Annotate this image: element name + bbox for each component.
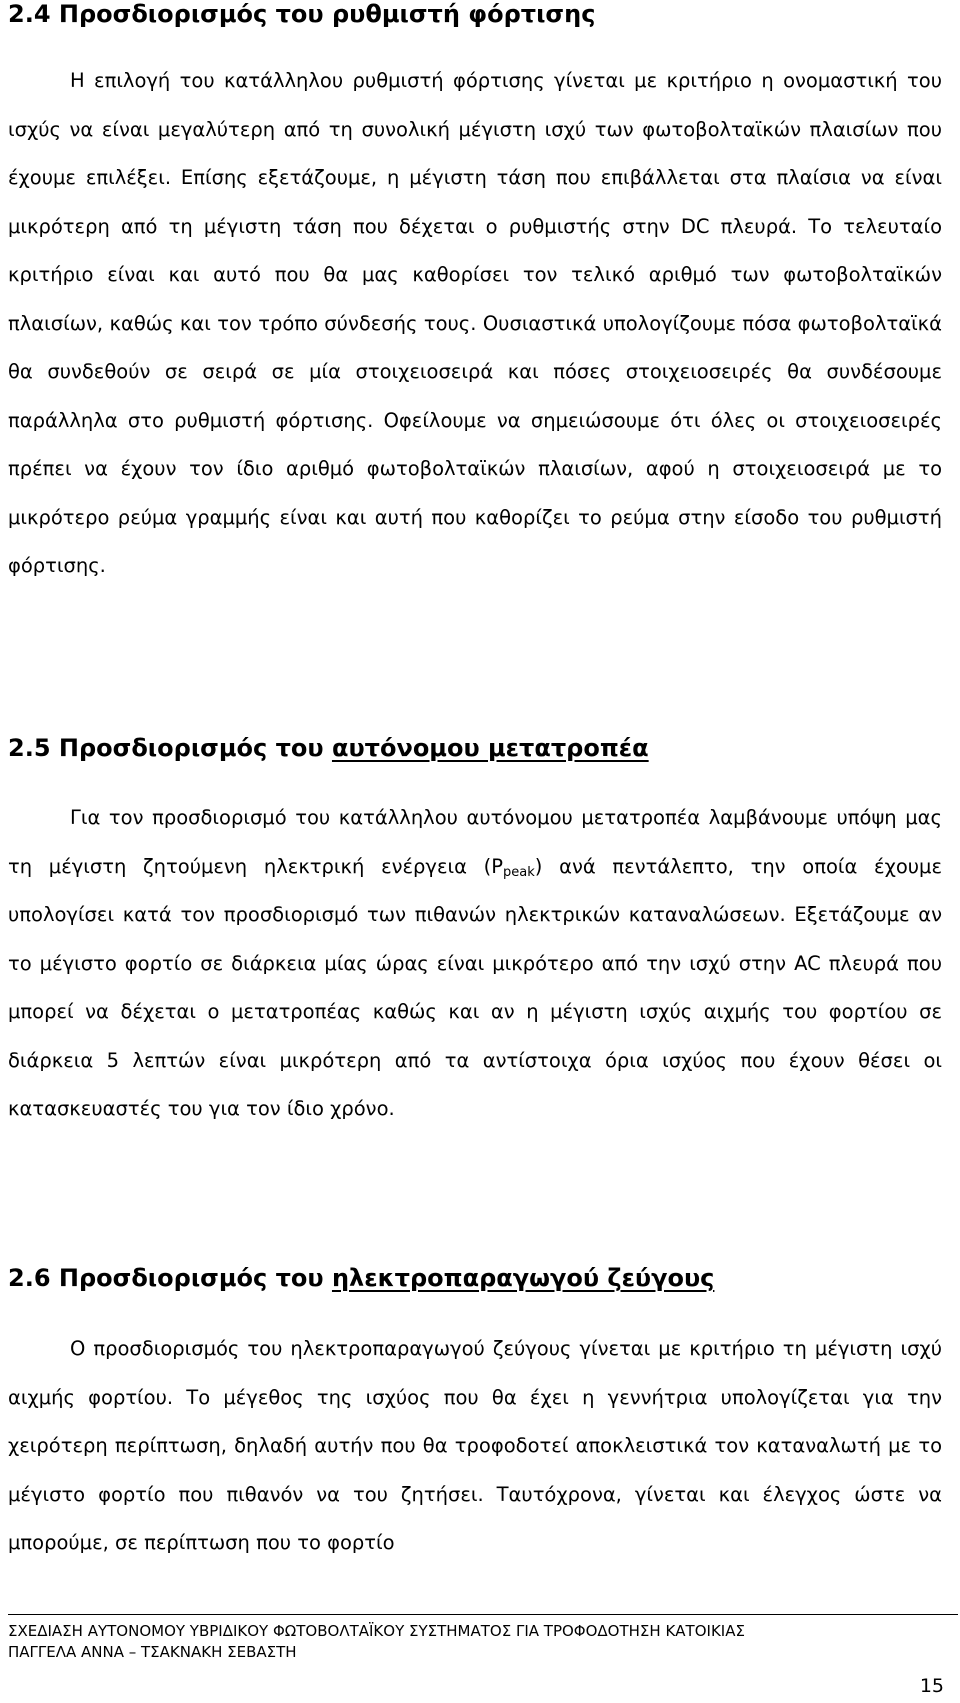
section-title: Προσδιορισμός του xyxy=(58,734,332,762)
footer-divider xyxy=(8,1614,958,1615)
section-heading-2-4 xyxy=(8,0,595,29)
section-paragraph-2-4: Η επιλογή του κατάλληλου ρυθμιστή φόρτισης γίνεται με κριτήριο η ονομαστική του ισχύς να είναι μεγαλύτερη από τη συνολική μέγιστη ισχύ των φωτοβολταϊκών πλαισίων που έχουμε επιλέξει. Επίσης εξετάζουμε, η μέγιστη τάση που επιβάλλεται στα πλαίσια να είναι μικρότερη από τη μέγιστη τάση που δέχεται ο ρυθμιστής στην DC πλευρά. Το τελευταίο κριτήριο είναι και αυτό που θα μας καθορίσει τον τελικό αριθμό των φωτοβολταϊκών πλαισίων, καθώς και τον τρόπο σύνδεσής τους. Ουσιαστικά υπολογίζουμε πόσα φωτοβολταϊκά θα συνδεθούν σε σειρά σε μία στοιχειοσειρά και πόσες στοιχειοσειρές θα συνδέσουμε παράλληλα στο ρυθμιστή φόρτισης. Οφείλουμε να σημειώσουμε ότι όλες οι στοιχειοσειρές πρέπει να έχουν τον ίδιο αριθμό φωτοβολταϊκών πλαισίων, αφού η στοιχειοσειρά με το μικρότερο ρεύμα γραμμής είναι και αυτή που καθορίζει το ρεύμα στην είσοδο του ρυθμιστή φόρτισης. xyxy=(8,69,942,577)
section-title-underlined: αυτόνομου μετατροπέα xyxy=(331,734,649,762)
section-paragraph-2-6: Ο προσδιορισμός του ηλεκτροπαραγωγού ζεύγους γίνεται με κριτήριο τη μέγιστη ισχύ αιχμής φορτίου. Το μέγεθος της ισχύος που θα έχει η γεννήτρια υπολογίζεται για την χειρότερη περίπτωση, δηλαδή αυτήν που θα τροφοδοτεί αποκλειστικά τον καταναλωτή με το μέγιστο φορτίο που πιθανόν να του ζητήσει. Ταυτόχρονα, γίνεται και έλεγχος ώστε να μπορούμε, σε περίπτωση που το φορτίο xyxy=(8,1337,942,1554)
footer-title: ΣΧΕΔΙΑΣΗ ΑΥΤΟΝΟΜΟΥ ΥΒΡΙΔΙΚΟΥ ΦΩΤΟΒΟΛΤΑΪΚΟΥ ΣΥΣΤΗΜΑΤΟΣ ΓΙΑ ΤΡΟΦΟΔΟΤΗΣΗ ΚΑΤΟΙΚΙΑΣ xyxy=(8,1622,745,1640)
section-number: 2.6 xyxy=(8,1264,51,1292)
paragraph-text: Για τον προσδιορισμό του κατάλληλου αυτόνομου μετατροπέα λαμβάνουμε υπόψη μας τη μέγιστη ζητούμενη ηλεκτρική ενέργεια (P xyxy=(8,806,942,878)
section-title: Προσδιορισμός του ρυθμιστή φόρτισης xyxy=(58,0,596,28)
section-heading-2-6 xyxy=(8,1263,714,1293)
subscript-peak: peak xyxy=(503,864,535,880)
section-number: 2.5 xyxy=(8,734,51,762)
section-title: Προσδιορισμός του xyxy=(58,1264,332,1292)
paragraph-text: ) ανά πεντάλεπτο, την οποία έχουμε υπολογίσει κατά τον προσδιορισμό των πιθανών ηλεκτρικών καταναλώσεων. Εξετάζουμε αν το μέγιστο φορτίο σε διάρκεια μίας ώρας είναι μικρότερο από την ισχύ στην AC πλευρά που μπορεί να δέχεται ο μετατροπέας καθώς και αν η μέγιστη ισχύς αιχμής του φορτίου σε διάρκεια 5 λεπτών είναι μικρότερη από τα αντίστοιχα όρια ισχύος που έχουν θέσει οι κατασκευαστές του για τον ίδιο χρόνο. xyxy=(8,854,942,1120)
section-number: 2.4 xyxy=(8,0,51,28)
page-number: 15 xyxy=(919,1675,944,1697)
section-paragraph-2-5 xyxy=(8,794,942,1134)
section-title-underlined: ηλεκτροπαραγωγού ζεύγους xyxy=(331,1264,715,1292)
section-heading-2-5 xyxy=(8,733,649,763)
footer-authors: ΠΑΓΓΕΛΑ ΑΝΝΑ – ΤΣΑΚΝΑΚΗ ΣΕΒΑΣΤΗ xyxy=(8,1643,297,1661)
